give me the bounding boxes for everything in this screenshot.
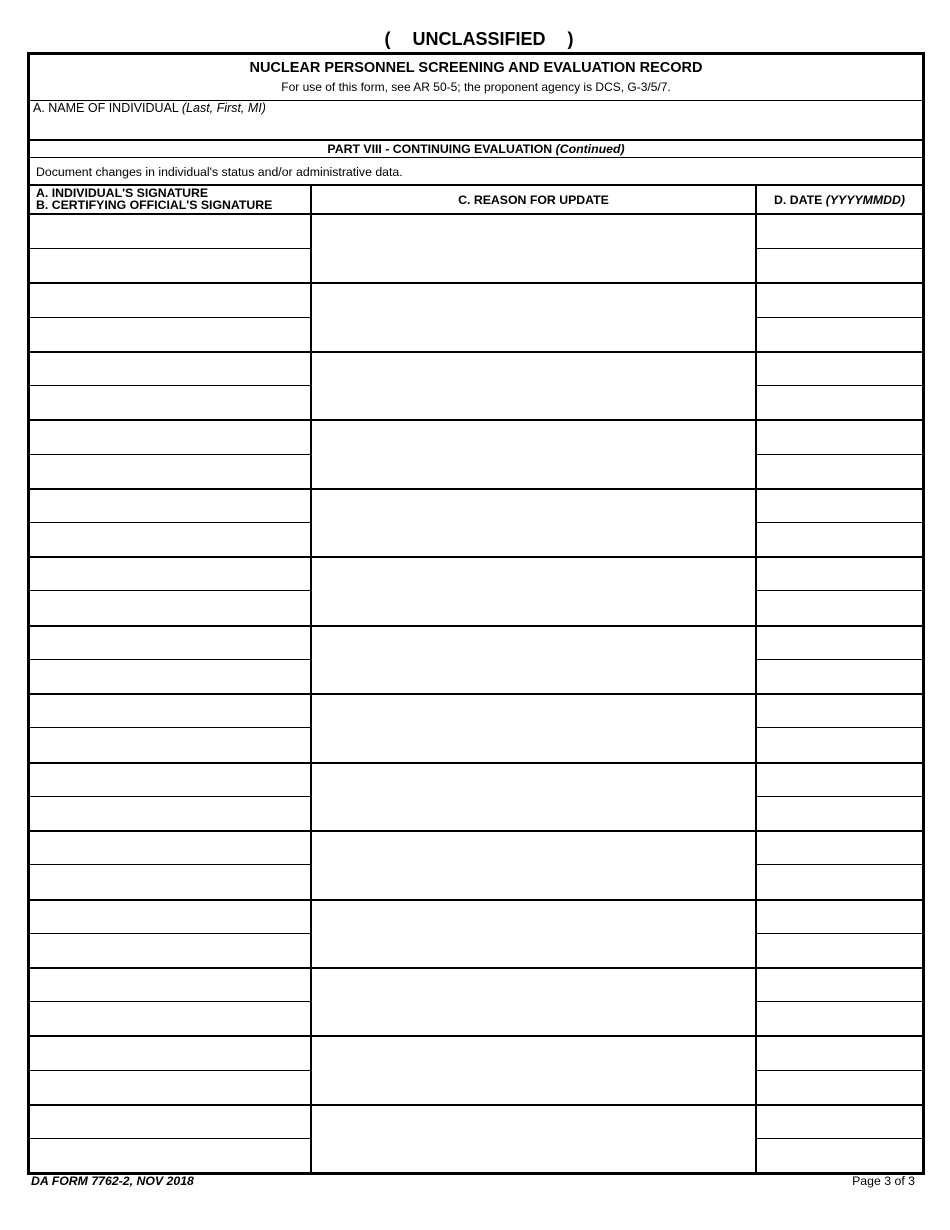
certifying-official-signature-field[interactable] (30, 317, 310, 351)
date-field[interactable] (757, 967, 922, 1001)
individual-signature-field[interactable] (30, 282, 310, 316)
row-divider (30, 385, 310, 386)
date-field[interactable] (757, 488, 922, 522)
form-subtitle: For use of this form, see AR 50-5; the proponent agency is DCS, G-3/5/7. (281, 80, 671, 94)
row-divider (30, 727, 310, 728)
certifying-official-signature-field[interactable] (30, 1001, 310, 1035)
column-a-header-line1: A. INDIVIDUAL'S SIGNATURE (36, 186, 209, 200)
row-divider (756, 1001, 922, 1002)
certifying-official-signature-field[interactable] (30, 933, 310, 967)
row-divider (756, 727, 922, 728)
part-title-suffix: (Continued) (555, 142, 625, 156)
date-field[interactable] (757, 693, 922, 727)
name-label (33, 101, 266, 115)
date-field[interactable] (757, 214, 922, 248)
row-divider (756, 248, 922, 249)
column-d-header-format: (YYYYMMDD) (825, 193, 905, 207)
reason-for-update-field[interactable] (312, 214, 755, 282)
row-divider (756, 659, 922, 660)
row-divider (30, 933, 310, 934)
reason-for-update-field[interactable] (312, 693, 755, 761)
name-label-text: A. NAME OF INDIVIDUAL (33, 101, 179, 115)
date-field[interactable] (757, 454, 922, 488)
name-input[interactable] (30, 115, 922, 138)
individual-signature-field[interactable] (30, 214, 310, 248)
certifying-official-signature-field[interactable] (30, 659, 310, 693)
row-divider (756, 385, 922, 386)
certifying-official-signature-field[interactable] (30, 385, 310, 419)
row-divider (30, 248, 310, 249)
row-divider (30, 796, 310, 797)
date-field[interactable] (757, 933, 922, 967)
row-divider (30, 1070, 310, 1071)
column-d-header-text: D. DATE (774, 193, 823, 207)
reason-for-update-field[interactable] (312, 1104, 755, 1172)
row-divider (30, 1138, 310, 1139)
date-field[interactable] (757, 317, 922, 351)
date-field[interactable] (757, 625, 922, 659)
date-field[interactable] (757, 762, 922, 796)
date-field[interactable] (757, 282, 922, 316)
reason-for-update-field[interactable] (312, 556, 755, 624)
date-field[interactable] (757, 830, 922, 864)
date-field[interactable] (757, 796, 922, 830)
date-field[interactable] (757, 590, 922, 624)
row-divider (30, 454, 310, 455)
reason-for-update-field[interactable] (312, 830, 755, 898)
reason-for-update-field[interactable] (312, 488, 755, 556)
certifying-official-signature-field[interactable] (30, 522, 310, 556)
instruction-text: Document changes in individual's status and/or administrative data. (36, 165, 403, 179)
certifying-official-signature-field[interactable] (30, 864, 310, 898)
individual-signature-field[interactable] (30, 488, 310, 522)
certifying-official-signature-field[interactable] (30, 1070, 310, 1104)
reason-for-update-field[interactable] (312, 762, 755, 830)
date-field[interactable] (757, 727, 922, 761)
row-divider (756, 454, 922, 455)
date-field[interactable] (757, 1138, 922, 1172)
part-title-text: PART VIII - CONTINUING EVALUATION (327, 142, 553, 156)
date-field[interactable] (757, 248, 922, 282)
form-title: NUCLEAR PERSONNEL SCREENING AND EVALUATION RECORD (249, 60, 703, 76)
certifying-official-signature-field[interactable] (30, 796, 310, 830)
form-id: DA FORM 7762-2, NOV 2018 (31, 1174, 194, 1188)
part-title (30, 142, 922, 156)
individual-signature-field[interactable] (30, 693, 310, 727)
row-divider (30, 864, 310, 865)
row-divider (756, 1138, 922, 1139)
column-a-header (36, 187, 272, 211)
classification-label: UNCLASSIFIED (412, 29, 546, 49)
row-divider (30, 659, 310, 660)
column-c-header: C. REASON FOR UPDATE (458, 193, 609, 207)
row-divider (756, 317, 922, 318)
name-label-hint: (Last, First, MI) (181, 101, 266, 115)
individual-signature-field[interactable] (30, 1104, 310, 1138)
reason-for-update-field[interactable] (312, 967, 755, 1035)
date-field[interactable] (757, 351, 922, 385)
classification-banner (0, 29, 950, 50)
reason-for-update-field[interactable] (312, 282, 755, 350)
date-field[interactable] (757, 1070, 922, 1104)
date-field[interactable] (757, 899, 922, 933)
form-frame (27, 52, 925, 1175)
individual-signature-field[interactable] (30, 762, 310, 796)
row-divider (30, 522, 310, 523)
row-divider (756, 590, 922, 591)
individual-signature-field[interactable] (30, 830, 310, 864)
individual-signature-field[interactable] (30, 419, 310, 453)
page-number: Page 3 of 3 (852, 1174, 915, 1188)
divider (30, 157, 922, 158)
date-field[interactable] (757, 419, 922, 453)
row-divider (30, 1001, 310, 1002)
row-divider (30, 590, 310, 591)
date-field[interactable] (757, 1104, 922, 1138)
date-field[interactable] (757, 1001, 922, 1035)
date-field[interactable] (757, 385, 922, 419)
reason-for-update-field[interactable] (312, 1035, 755, 1103)
row-divider (756, 796, 922, 797)
individual-signature-field[interactable] (30, 899, 310, 933)
date-field[interactable] (757, 522, 922, 556)
date-field[interactable] (757, 864, 922, 898)
individual-signature-field[interactable] (30, 351, 310, 385)
certifying-official-signature-field[interactable] (30, 248, 310, 282)
reason-for-update-field[interactable] (312, 899, 755, 967)
individual-signature-field[interactable] (30, 1035, 310, 1069)
individual-signature-field[interactable] (30, 556, 310, 590)
date-field[interactable] (757, 1035, 922, 1069)
row-divider (756, 522, 922, 523)
classification-open: ( (384, 29, 391, 49)
column-a-header-line2: B. CERTIFYING OFFICIAL'S SIGNATURE (36, 198, 273, 212)
divider (30, 139, 922, 141)
individual-signature-field[interactable] (30, 625, 310, 659)
date-field[interactable] (757, 556, 922, 590)
row-divider (756, 864, 922, 865)
date-field[interactable] (757, 659, 922, 693)
column-d-header (757, 193, 922, 207)
certifying-official-signature-field[interactable] (30, 590, 310, 624)
row-divider (30, 317, 310, 318)
reason-for-update-field[interactable] (312, 419, 755, 487)
row-divider (756, 1070, 922, 1071)
reason-for-update-field[interactable] (312, 625, 755, 693)
individual-signature-field[interactable] (30, 967, 310, 1001)
certifying-official-signature-field[interactable] (30, 727, 310, 761)
row-divider (756, 933, 922, 934)
certifying-official-signature-field[interactable] (30, 1138, 310, 1172)
classification-close: ) (567, 29, 574, 49)
certifying-official-signature-field[interactable] (30, 454, 310, 488)
reason-for-update-field[interactable] (312, 351, 755, 419)
